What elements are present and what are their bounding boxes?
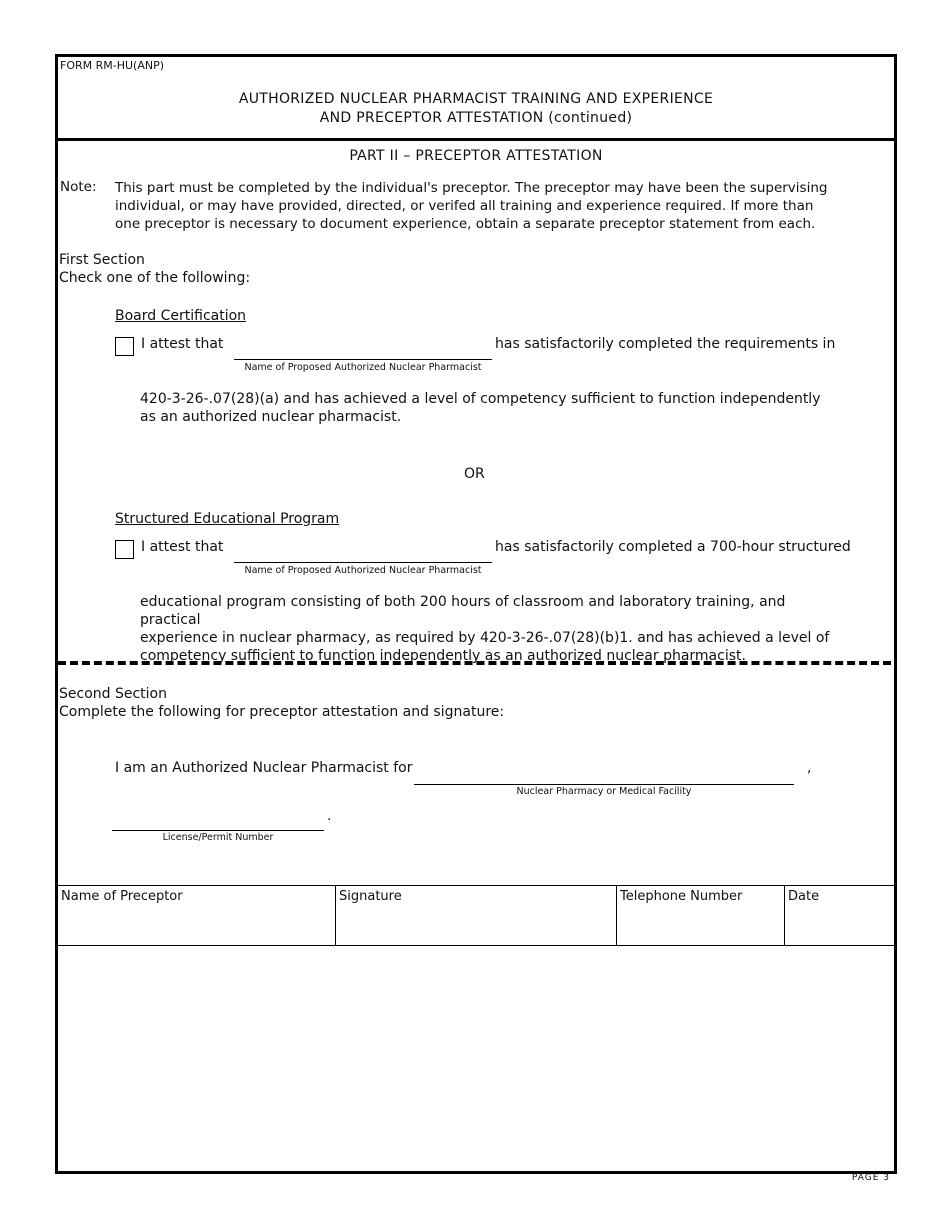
structured-name-field[interactable] — [234, 562, 492, 563]
signature-table — [58, 885, 894, 946]
first-section-instruction: Check one of the following: — [59, 270, 251, 286]
part-title: PART II – PRECEPTOR ATTESTATION — [349, 148, 603, 164]
or-separator: OR — [464, 466, 485, 482]
board-completed-text: has satisfactorily completed the requirements in — [495, 336, 836, 352]
preceptor-name-cell[interactable] — [58, 886, 336, 946]
note-line-2: individual, or may have provided, directed, or verifed all training and experience required. If more than — [115, 198, 814, 214]
structured-name-caption: Name of Proposed Authorized Nuclear Pharmacist — [244, 565, 482, 576]
note-label: Note: — [60, 179, 97, 195]
signature-label: Signature — [339, 889, 402, 904]
section-dashed-divider — [58, 661, 891, 665]
structured-para-line-3: competency sufficient to function independently as an authorized nuclear pharmacist. — [140, 648, 746, 664]
license-period: . — [327, 808, 332, 824]
structured-program-checkbox[interactable] — [115, 540, 134, 559]
form-title-line2: AND PRECEPTOR ATTESTATION (continued) — [319, 110, 633, 126]
board-name-field[interactable] — [234, 359, 492, 360]
page-number: PAGE 3 — [851, 1173, 890, 1183]
signature-row — [58, 886, 894, 946]
note-text — [115, 179, 835, 233]
first-section-heading: First Section — [59, 252, 145, 268]
preceptor-name-label: Name of Preceptor — [61, 889, 183, 904]
board-para-line-2: as an authorized nuclear pharmacist. — [140, 409, 402, 425]
structured-paragraph — [140, 593, 840, 665]
license-caption: License/Permit Number — [162, 832, 274, 843]
facility-caption: Nuclear Pharmacy or Medical Facility — [516, 786, 692, 797]
structured-para-line-1: educational program consisting of both 200 hours of classroom and laboratory training, and practical — [140, 594, 786, 628]
telephone-label: Telephone Number — [620, 889, 743, 904]
header-divider — [58, 138, 894, 141]
board-paragraph — [140, 390, 840, 426]
second-section-heading: Second Section — [59, 686, 167, 702]
board-name-caption: Name of Proposed Authorized Nuclear Pharmacist — [244, 362, 482, 373]
second-section-instruction: Complete the following for preceptor attestation and signature: — [59, 704, 505, 720]
structured-completed-text: has satisfactorily completed a 700-hour structured — [495, 539, 851, 555]
structured-program-title: Structured Educational Program — [115, 511, 340, 527]
license-field[interactable] — [112, 830, 324, 831]
anp-statement: I am an Authorized Nuclear Pharmacist for — [115, 760, 413, 776]
note-line-1: This part must be completed by the individual's preceptor. The preceptor may have been the supervising — [115, 180, 828, 196]
board-certification-title: Board Certification — [115, 308, 247, 324]
statement-comma: , — [807, 760, 812, 776]
board-attest-label: I attest that — [141, 336, 224, 352]
board-certification-checkbox[interactable] — [115, 337, 134, 356]
date-label: Date — [788, 889, 820, 904]
note-line-3: one preceptor is necessary to document experience, obtain a separate preceptor statement from each. — [115, 216, 816, 232]
telephone-cell[interactable] — [617, 886, 785, 946]
structured-para-line-2: experience in nuclear pharmacy, as required by 420-3-26-.07(28)(b)1. and has achieved a level of — [140, 630, 830, 646]
structured-attest-label: I attest that — [141, 539, 224, 555]
form-id: FORM RM-HU(ANP) — [60, 59, 165, 72]
form-title-line1: AUTHORIZED NUCLEAR PHARMACIST TRAINING AND EXPERIENCE — [238, 91, 714, 107]
date-cell[interactable] — [785, 886, 895, 946]
board-para-line-1: 420-3-26-.07(28)(a) and has achieved a level of competency sufficient to function independently — [140, 391, 821, 407]
facility-field[interactable] — [414, 784, 794, 785]
signature-cell[interactable] — [336, 886, 617, 946]
